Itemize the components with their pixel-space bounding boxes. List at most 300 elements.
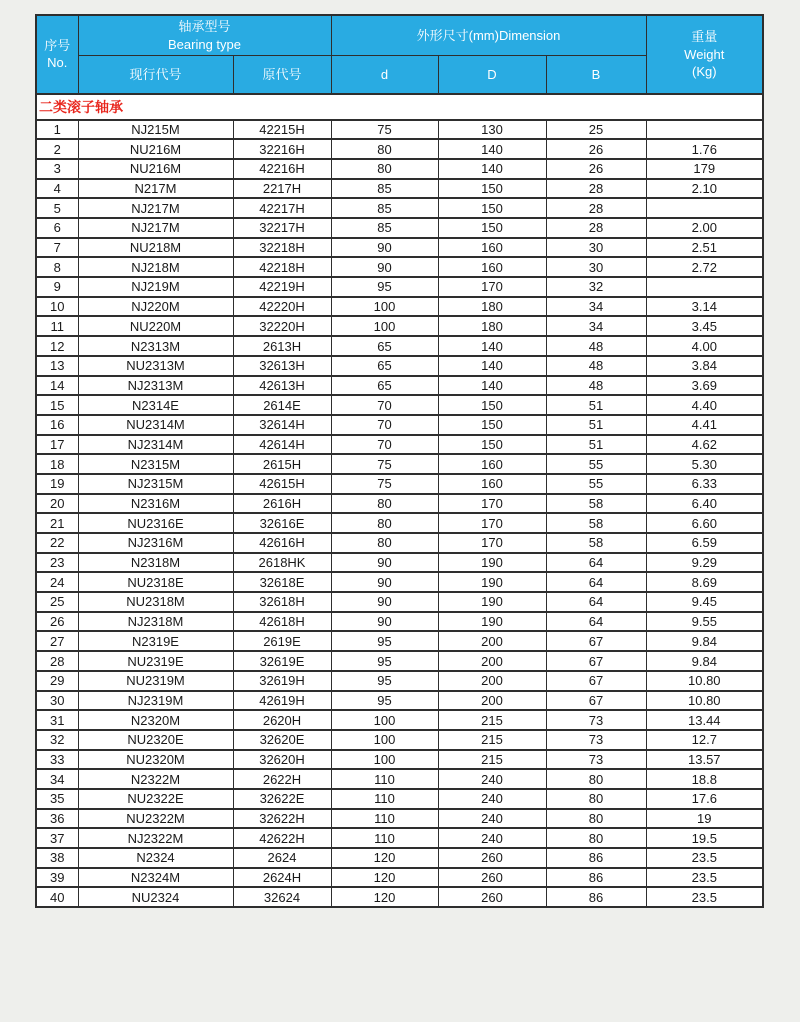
dim-B-cell: 26	[546, 159, 646, 179]
original-code-cell: 42622H	[233, 828, 331, 848]
original-code-cell: 32622H	[233, 809, 331, 829]
current-code-cell: NJ217M	[78, 218, 233, 238]
weight-cell: 23.5	[646, 887, 763, 907]
dim-B-cell: 64	[546, 612, 646, 632]
dim-d-cell: 90	[331, 238, 438, 258]
dim-B-cell: 64	[546, 592, 646, 612]
row-no: 13	[36, 356, 78, 376]
header-weight-cn: 重量	[691, 28, 718, 44]
dim-D-cell: 150	[438, 415, 546, 435]
table-row	[36, 139, 763, 159]
dim-D-cell: 215	[438, 750, 546, 770]
section-title: 二类滚子轴承	[36, 94, 763, 120]
row-no: 35	[36, 789, 78, 809]
dim-d-cell: 100	[331, 730, 438, 750]
table-row	[36, 376, 763, 396]
weight-cell: 6.33	[646, 474, 763, 494]
header-no	[36, 15, 78, 94]
weight-cell: 19	[646, 809, 763, 829]
dim-B-cell: 86	[546, 887, 646, 907]
table-row	[36, 474, 763, 494]
table-row	[36, 828, 763, 848]
row-no: 25	[36, 592, 78, 612]
table-row	[36, 297, 763, 317]
original-code-cell: 32614H	[233, 415, 331, 435]
row-no: 30	[36, 691, 78, 711]
current-code-cell: N2324	[78, 848, 233, 868]
row-no: 26	[36, 612, 78, 632]
weight-cell: 9.29	[646, 553, 763, 573]
dim-B-cell: 30	[546, 257, 646, 277]
table-row	[36, 356, 763, 376]
original-code-cell: 32613H	[233, 356, 331, 376]
dim-B-cell: 55	[546, 454, 646, 474]
header-dimension-label: 外形尺寸(mm)Dimension	[416, 27, 561, 43]
table-row	[36, 750, 763, 770]
row-no: 18	[36, 454, 78, 474]
table-row	[36, 454, 763, 474]
header-dim-B: B	[546, 56, 646, 94]
current-code-cell: NJ2315M	[78, 474, 233, 494]
dim-B-cell: 80	[546, 789, 646, 809]
dim-d-cell: 95	[331, 277, 438, 297]
dim-D-cell: 190	[438, 572, 546, 592]
row-no: 10	[36, 297, 78, 317]
header-original-code: 原代号	[233, 56, 331, 94]
original-code-cell: 32618H	[233, 592, 331, 612]
dim-D-cell: 215	[438, 710, 546, 730]
weight-cell	[646, 198, 763, 218]
table-row	[36, 435, 763, 455]
current-code-cell: NU2316E	[78, 513, 233, 533]
current-code-cell: N2316M	[78, 494, 233, 514]
table-body	[36, 120, 763, 908]
current-code-cell: NU220M	[78, 316, 233, 336]
weight-cell: 6.60	[646, 513, 763, 533]
table-row	[36, 277, 763, 297]
weight-cell: 2.00	[646, 218, 763, 238]
dim-D-cell: 200	[438, 691, 546, 711]
original-code-cell: 42615H	[233, 474, 331, 494]
row-no: 40	[36, 887, 78, 907]
table-row	[36, 887, 763, 907]
current-code-cell: NJ218M	[78, 257, 233, 277]
weight-cell: 9.84	[646, 651, 763, 671]
dim-B-cell: 64	[546, 572, 646, 592]
weight-cell: 18.8	[646, 769, 763, 789]
dim-B-cell: 34	[546, 316, 646, 336]
row-no: 38	[36, 848, 78, 868]
dim-D-cell: 160	[438, 474, 546, 494]
dim-B-cell: 55	[546, 474, 646, 494]
row-no: 36	[36, 809, 78, 829]
table-row	[36, 592, 763, 612]
table-row	[36, 809, 763, 829]
dim-D-cell: 170	[438, 533, 546, 553]
original-code-cell: 2613H	[233, 336, 331, 356]
dim-d-cell: 80	[331, 159, 438, 179]
dim-D-cell: 260	[438, 887, 546, 907]
dim-B-cell: 73	[546, 750, 646, 770]
current-code-cell: N2322M	[78, 769, 233, 789]
dim-d-cell: 75	[331, 454, 438, 474]
dim-d-cell: 100	[331, 316, 438, 336]
dim-d-cell: 70	[331, 395, 438, 415]
original-code-cell: 2615H	[233, 454, 331, 474]
weight-cell: 4.40	[646, 395, 763, 415]
header-dim-D: D	[438, 56, 546, 94]
row-no: 17	[36, 435, 78, 455]
original-code-cell: 32216H	[233, 139, 331, 159]
original-code-cell: 42220H	[233, 297, 331, 317]
table-row	[36, 533, 763, 553]
dim-d-cell: 110	[331, 769, 438, 789]
dim-B-cell: 28	[546, 218, 646, 238]
weight-cell: 9.55	[646, 612, 763, 632]
table-row	[36, 769, 763, 789]
table-row	[36, 848, 763, 868]
dim-B-cell: 80	[546, 809, 646, 829]
dim-d-cell: 110	[331, 809, 438, 829]
dim-D-cell: 140	[438, 336, 546, 356]
dim-D-cell: 140	[438, 356, 546, 376]
table-row	[36, 868, 763, 888]
original-code-cell: 2622H	[233, 769, 331, 789]
dim-d-cell: 120	[331, 848, 438, 868]
dim-B-cell: 80	[546, 828, 646, 848]
dim-d-cell: 110	[331, 789, 438, 809]
dim-D-cell: 240	[438, 809, 546, 829]
dim-d-cell: 85	[331, 198, 438, 218]
original-code-cell: 32620H	[233, 750, 331, 770]
dim-D-cell: 140	[438, 376, 546, 396]
row-no: 24	[36, 572, 78, 592]
dim-B-cell: 32	[546, 277, 646, 297]
current-code-cell: NU2320M	[78, 750, 233, 770]
row-no: 1	[36, 120, 78, 140]
dim-B-cell: 48	[546, 376, 646, 396]
dim-D-cell: 170	[438, 277, 546, 297]
row-no: 7	[36, 238, 78, 258]
table-row	[36, 179, 763, 199]
weight-cell: 2.10	[646, 179, 763, 199]
dim-D-cell: 150	[438, 435, 546, 455]
original-code-cell: 2618HK	[233, 553, 331, 573]
header-dim-d: d	[331, 56, 438, 94]
dim-D-cell: 170	[438, 513, 546, 533]
weight-cell: 6.40	[646, 494, 763, 514]
row-no: 32	[36, 730, 78, 750]
original-code-cell: 42614H	[233, 435, 331, 455]
row-no: 27	[36, 631, 78, 651]
dim-D-cell: 240	[438, 789, 546, 809]
header-weight	[646, 15, 763, 94]
dim-D-cell: 260	[438, 848, 546, 868]
current-code-cell: N2320M	[78, 710, 233, 730]
current-code-cell: N2315M	[78, 454, 233, 474]
weight-cell: 19.5	[646, 828, 763, 848]
row-no: 20	[36, 494, 78, 514]
dim-B-cell: 80	[546, 769, 646, 789]
table-row	[36, 513, 763, 533]
current-code-cell: N2314E	[78, 395, 233, 415]
dim-B-cell: 58	[546, 513, 646, 533]
table-row	[36, 238, 763, 258]
table-row	[36, 159, 763, 179]
dim-d-cell: 70	[331, 415, 438, 435]
weight-cell	[646, 277, 763, 297]
current-code-cell: N217M	[78, 179, 233, 199]
current-code-cell: N2324M	[78, 868, 233, 888]
dim-d-cell: 120	[331, 868, 438, 888]
table-row	[36, 572, 763, 592]
weight-cell: 9.45	[646, 592, 763, 612]
row-no: 16	[36, 415, 78, 435]
dim-D-cell: 190	[438, 592, 546, 612]
dim-D-cell: 160	[438, 257, 546, 277]
row-no: 2	[36, 139, 78, 159]
original-code-cell: 2620H	[233, 710, 331, 730]
weight-cell: 23.5	[646, 848, 763, 868]
dim-d-cell: 100	[331, 297, 438, 317]
table-row	[36, 671, 763, 691]
dim-D-cell: 160	[438, 238, 546, 258]
dim-D-cell: 150	[438, 198, 546, 218]
row-no: 21	[36, 513, 78, 533]
current-code-cell: NJ219M	[78, 277, 233, 297]
table-row	[36, 730, 763, 750]
dim-D-cell: 240	[438, 769, 546, 789]
original-code-cell: 42613H	[233, 376, 331, 396]
dim-d-cell: 80	[331, 533, 438, 553]
original-code-cell: 2217H	[233, 179, 331, 199]
current-code-cell: NU2314M	[78, 415, 233, 435]
original-code-cell: 2624	[233, 848, 331, 868]
current-code-cell: NU216M	[78, 139, 233, 159]
weight-cell: 9.84	[646, 631, 763, 651]
table-row	[36, 316, 763, 336]
row-no: 15	[36, 395, 78, 415]
weight-cell: 10.80	[646, 671, 763, 691]
current-code-cell: NU218M	[78, 238, 233, 258]
dim-B-cell: 67	[546, 671, 646, 691]
row-no: 28	[36, 651, 78, 671]
current-code-cell: N2319E	[78, 631, 233, 651]
dim-d-cell: 90	[331, 572, 438, 592]
row-no: 29	[36, 671, 78, 691]
current-code-cell: NU2318M	[78, 592, 233, 612]
weight-cell	[646, 120, 763, 140]
dim-B-cell: 58	[546, 533, 646, 553]
current-code-cell: NU2318E	[78, 572, 233, 592]
dim-d-cell: 65	[331, 356, 438, 376]
table-row	[36, 710, 763, 730]
table-row	[36, 631, 763, 651]
header-weight-unit: (Kg)	[692, 64, 717, 80]
dim-D-cell: 180	[438, 316, 546, 336]
current-code-cell: NU216M	[78, 159, 233, 179]
original-code-cell: 32616E	[233, 513, 331, 533]
current-code-cell: NU2313M	[78, 356, 233, 376]
dim-D-cell: 150	[438, 218, 546, 238]
header-current-code: 现行代号	[78, 56, 233, 94]
original-code-cell: 32220H	[233, 316, 331, 336]
dim-B-cell: 64	[546, 553, 646, 573]
dim-B-cell: 51	[546, 415, 646, 435]
original-code-cell: 32217H	[233, 218, 331, 238]
table-row	[36, 494, 763, 514]
dim-B-cell: 30	[546, 238, 646, 258]
dim-d-cell: 100	[331, 750, 438, 770]
dim-B-cell: 73	[546, 710, 646, 730]
current-code-cell: N2313M	[78, 336, 233, 356]
row-no: 6	[36, 218, 78, 238]
table-row	[36, 336, 763, 356]
weight-cell: 4.41	[646, 415, 763, 435]
weight-cell: 4.62	[646, 435, 763, 455]
weight-cell: 2.72	[646, 257, 763, 277]
dim-d-cell: 80	[331, 139, 438, 159]
original-code-cell: 2619E	[233, 631, 331, 651]
original-code-cell: 42217H	[233, 198, 331, 218]
table-row	[36, 257, 763, 277]
dim-B-cell: 34	[546, 297, 646, 317]
row-no: 8	[36, 257, 78, 277]
dim-D-cell: 160	[438, 454, 546, 474]
weight-cell: 1.76	[646, 139, 763, 159]
dim-d-cell: 120	[331, 887, 438, 907]
dim-B-cell: 48	[546, 356, 646, 376]
current-code-cell: NJ2322M	[78, 828, 233, 848]
weight-cell: 3.14	[646, 297, 763, 317]
original-code-cell: 32618E	[233, 572, 331, 592]
dim-B-cell: 58	[546, 494, 646, 514]
original-code-cell: 42618H	[233, 612, 331, 632]
original-code-cell: 42218H	[233, 257, 331, 277]
dim-d-cell: 100	[331, 710, 438, 730]
table-row	[36, 120, 763, 140]
table-row	[36, 395, 763, 415]
dim-d-cell: 110	[331, 828, 438, 848]
weight-cell: 17.6	[646, 789, 763, 809]
original-code-cell: 32218H	[233, 238, 331, 258]
row-no: 37	[36, 828, 78, 848]
current-code-cell: NU2322M	[78, 809, 233, 829]
dim-D-cell: 260	[438, 868, 546, 888]
original-code-cell: 2624H	[233, 868, 331, 888]
dim-B-cell: 67	[546, 631, 646, 651]
dim-D-cell: 200	[438, 671, 546, 691]
table-row	[36, 651, 763, 671]
dim-D-cell: 150	[438, 179, 546, 199]
original-code-cell: 32624	[233, 887, 331, 907]
dim-D-cell: 190	[438, 612, 546, 632]
header-bearing-type-en: Bearing type	[168, 36, 241, 52]
dim-B-cell: 48	[546, 336, 646, 356]
weight-cell: 2.51	[646, 238, 763, 258]
row-no: 39	[36, 868, 78, 888]
dim-D-cell: 140	[438, 139, 546, 159]
dim-d-cell: 95	[331, 691, 438, 711]
dim-B-cell: 51	[546, 395, 646, 415]
original-code-cell: 32620E	[233, 730, 331, 750]
weight-cell: 3.45	[646, 316, 763, 336]
weight-cell: 13.57	[646, 750, 763, 770]
dim-D-cell: 170	[438, 494, 546, 514]
dim-D-cell: 240	[438, 828, 546, 848]
original-code-cell: 2616H	[233, 494, 331, 514]
table-row	[36, 198, 763, 218]
dim-d-cell: 95	[331, 631, 438, 651]
dim-d-cell: 95	[331, 651, 438, 671]
original-code-cell: 42616H	[233, 533, 331, 553]
table-row	[36, 789, 763, 809]
current-code-cell: NJ217M	[78, 198, 233, 218]
dim-d-cell: 90	[331, 592, 438, 612]
original-code-cell: 42219H	[233, 277, 331, 297]
table-row	[36, 553, 763, 573]
current-code-cell: NJ220M	[78, 297, 233, 317]
weight-cell: 3.69	[646, 376, 763, 396]
dim-D-cell: 200	[438, 631, 546, 651]
weight-cell: 23.5	[646, 868, 763, 888]
original-code-cell: 32619E	[233, 651, 331, 671]
dim-d-cell: 90	[331, 257, 438, 277]
dim-D-cell: 200	[438, 651, 546, 671]
row-no: 4	[36, 179, 78, 199]
dim-D-cell: 150	[438, 395, 546, 415]
section-header-row	[36, 94, 763, 120]
dim-B-cell: 86	[546, 848, 646, 868]
table-row	[36, 415, 763, 435]
original-code-cell: 42215H	[233, 120, 331, 140]
dim-B-cell: 28	[546, 198, 646, 218]
weight-cell: 8.69	[646, 572, 763, 592]
dim-D-cell: 215	[438, 730, 546, 750]
dim-d-cell: 65	[331, 376, 438, 396]
dim-d-cell: 95	[331, 671, 438, 691]
dim-D-cell: 130	[438, 120, 546, 140]
header-no-en: No.	[47, 55, 68, 71]
dim-d-cell: 85	[331, 179, 438, 199]
row-no: 12	[36, 336, 78, 356]
row-no: 14	[36, 376, 78, 396]
dim-B-cell: 86	[546, 868, 646, 888]
dim-d-cell: 85	[331, 218, 438, 238]
dim-d-cell: 80	[331, 494, 438, 514]
dim-d-cell: 75	[331, 474, 438, 494]
weight-cell: 13.44	[646, 710, 763, 730]
table-row	[36, 691, 763, 711]
current-code-cell: N2318M	[78, 553, 233, 573]
current-code-cell: NU2324	[78, 887, 233, 907]
row-no: 23	[36, 553, 78, 573]
current-code-cell: NU2319M	[78, 671, 233, 691]
dim-B-cell: 28	[546, 179, 646, 199]
current-code-cell: NJ2314M	[78, 435, 233, 455]
dim-d-cell: 70	[331, 435, 438, 455]
current-code-cell: NJ2316M	[78, 533, 233, 553]
row-no: 31	[36, 710, 78, 730]
row-no: 33	[36, 750, 78, 770]
original-code-cell: 32622E	[233, 789, 331, 809]
weight-cell: 12.7	[646, 730, 763, 750]
dim-B-cell: 26	[546, 139, 646, 159]
current-code-cell: NU2320E	[78, 730, 233, 750]
header-no-cn: 序号	[44, 37, 71, 53]
original-code-cell: 32619H	[233, 671, 331, 691]
weight-cell: 4.00	[646, 336, 763, 356]
